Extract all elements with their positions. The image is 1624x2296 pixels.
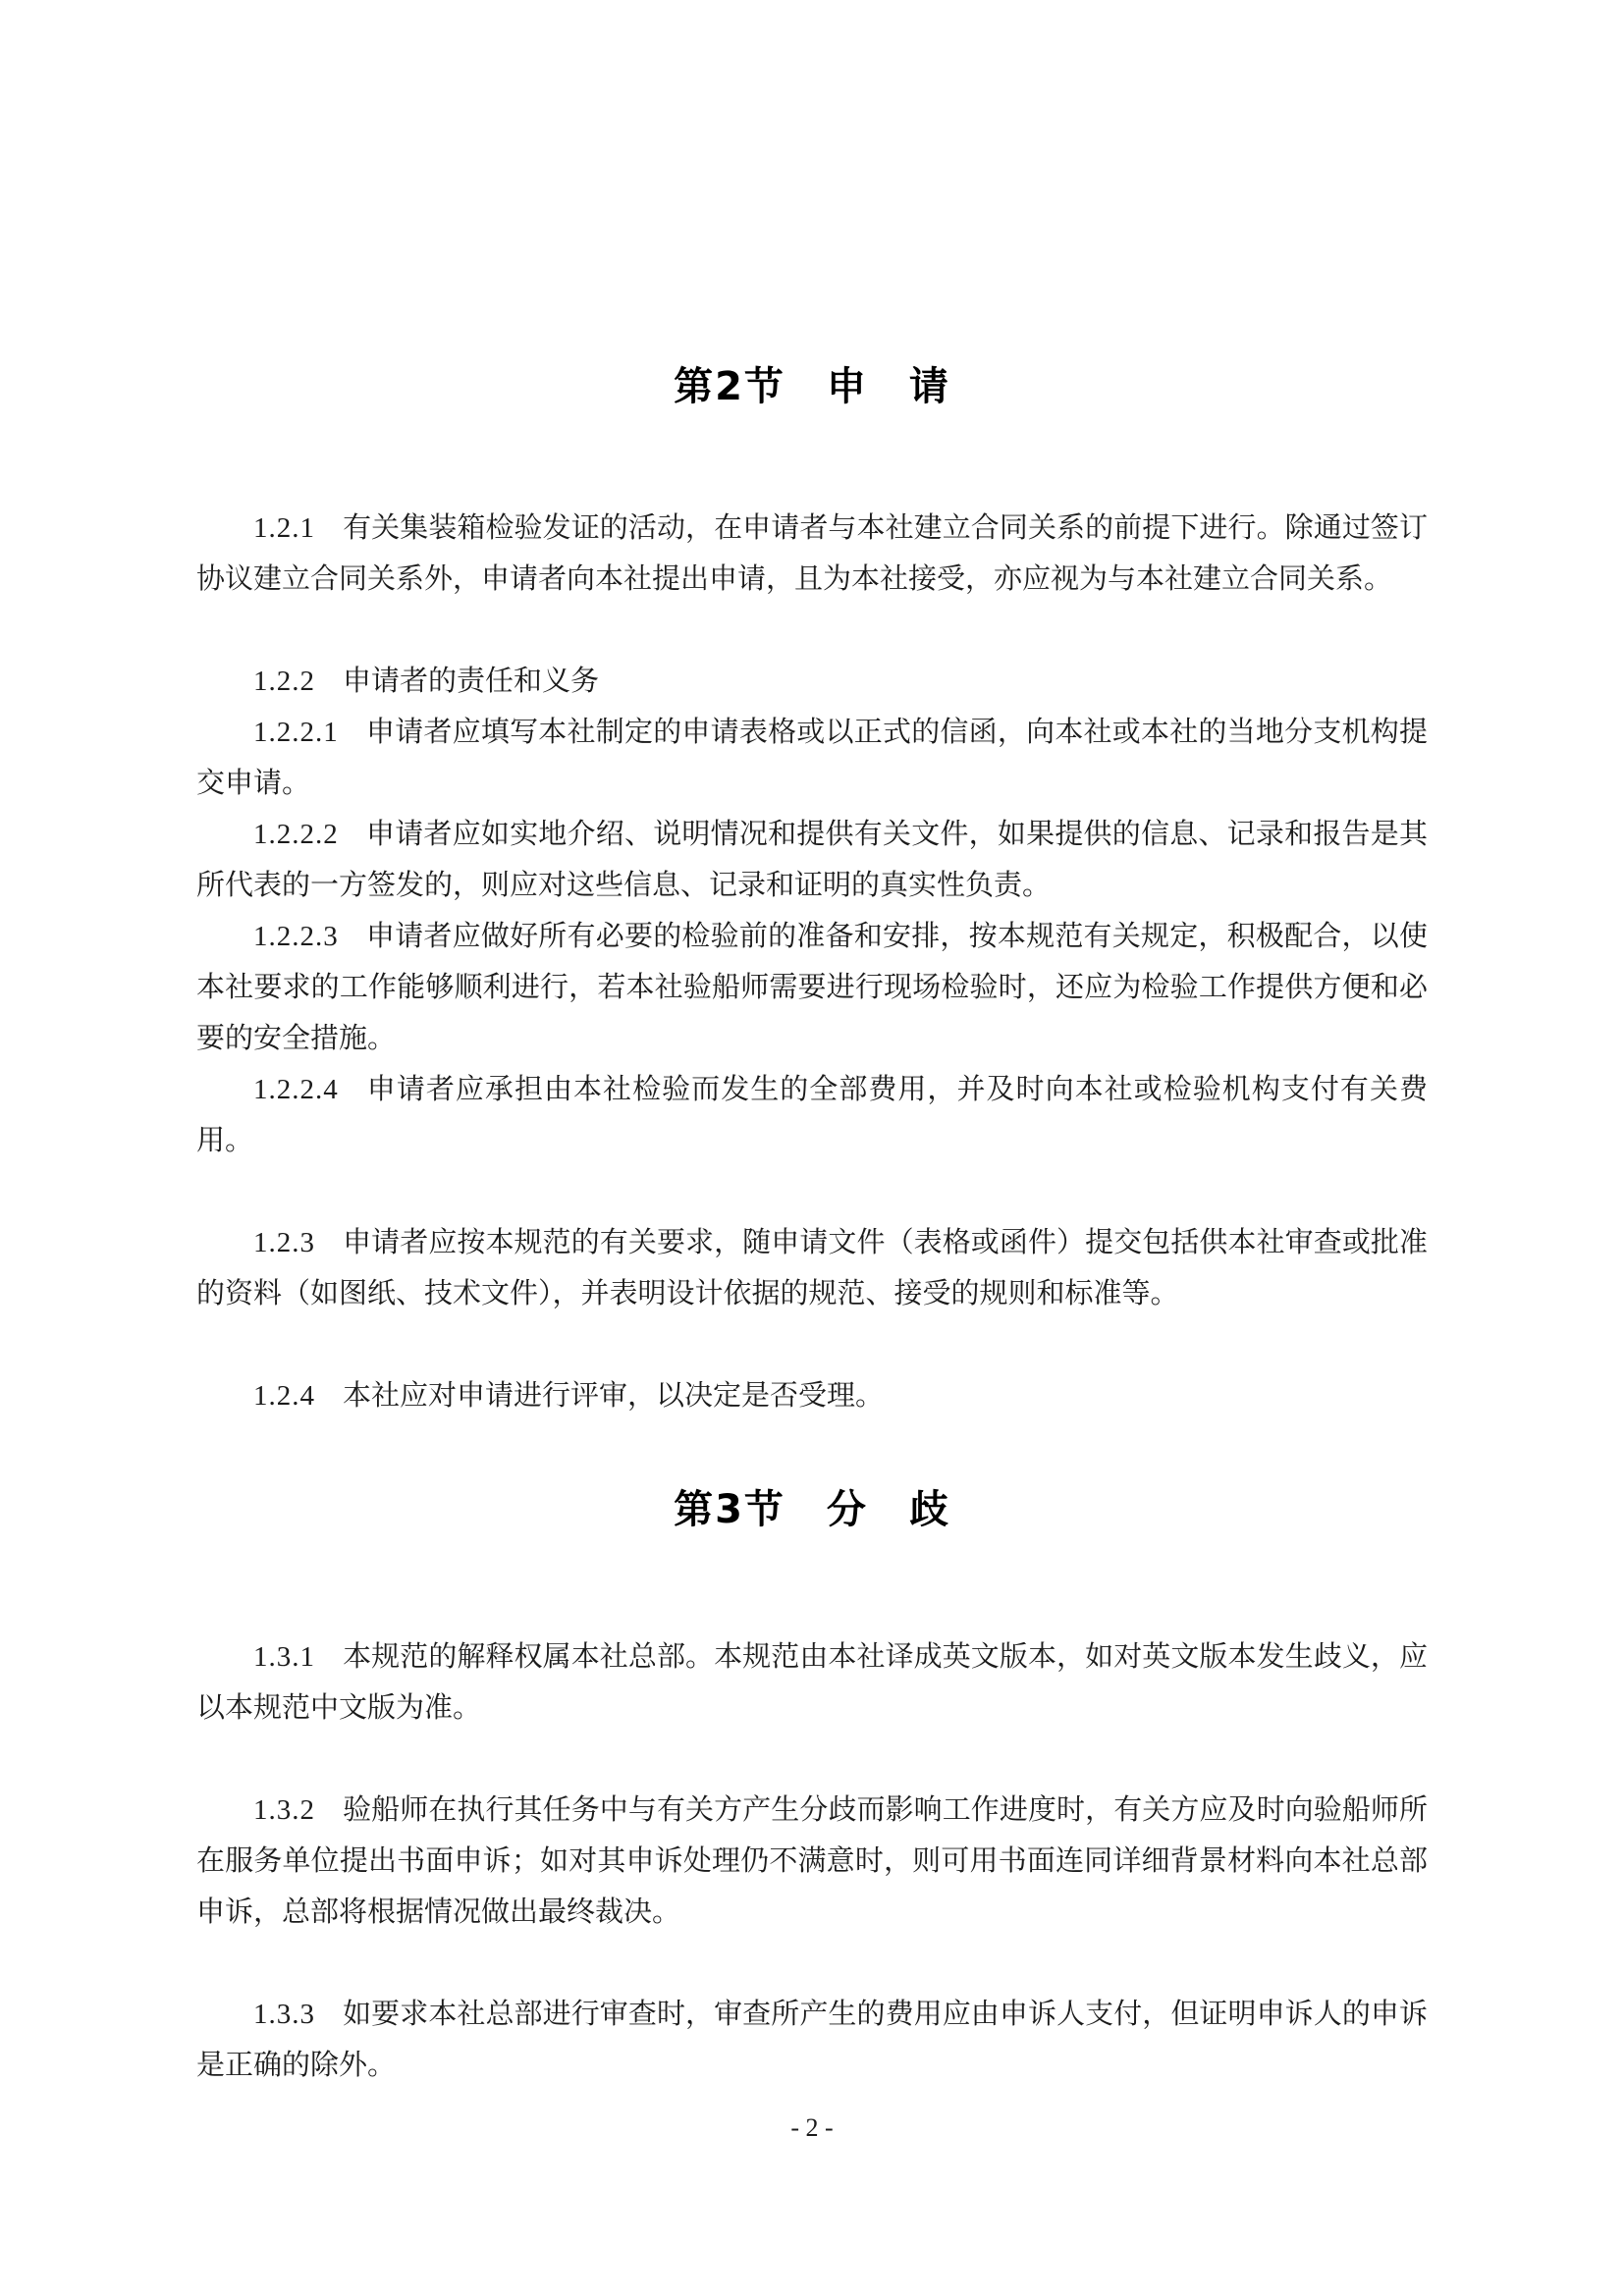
clause-text: 申请者的责任和义务 — [343, 666, 600, 697]
paragraph-1-2-2 — [196, 656, 1428, 707]
paragraph-1-2-2-2 — [196, 809, 1428, 911]
clause-number: 1.2.2.3 — [253, 921, 339, 952]
clause-number: 1.2.1 — [253, 512, 315, 544]
section-3-title: 第3节 分 歧 — [674, 1487, 950, 1532]
paragraph-1-2-4 — [196, 1370, 1428, 1421]
clause-text: 申请者应按本规范的有关要求，随申请文件（表格或函件）提交包括供本社审查或批准的资料（如图纸、技术文件），并表明设计依据的规范、接受的规则和标准等。 — [196, 1227, 1428, 1309]
clause-text: 如要求本社总部进行审查时，审查所产生的费用应由申诉人支付，但证明申诉人的申诉是正确的除外。 — [196, 1999, 1428, 2081]
clause-number: 1.2.2 — [253, 666, 315, 697]
clause-text: 申请者应如实地介绍、说明情况和提供有关文件，如果提供的信息、记录和报告是其所代表的一方签发的，则应对这些信息、记录和证明的真实性负责。 — [196, 819, 1428, 901]
page-number: - 2 - — [790, 2113, 834, 2142]
clause-number: 1.2.4 — [253, 1380, 315, 1412]
clause-number: 1.2.2.4 — [253, 1074, 339, 1105]
paragraph-1-3-2 — [196, 1785, 1428, 1938]
clause-text: 申请者应承担由本社检验而发生的全部费用，并及时向本社或检验机构支付有关费用。 — [196, 1074, 1428, 1156]
clause-text: 本规范的解释权属本社总部。本规范由本社译成英文版本，如对英文版本发生歧义，应以本规范中文版为准。 — [196, 1641, 1428, 1724]
paragraph-1-3-1 — [196, 1631, 1428, 1734]
clause-text: 申请者应填写本社制定的申请表格或以正式的信函，向本社或本社的当地分支机构提交申请。 — [196, 717, 1428, 799]
clause-number: 1.2.3 — [253, 1227, 315, 1258]
paragraph-1-2-2-3 — [196, 911, 1428, 1064]
clause-number: 1.2.2.2 — [253, 819, 339, 850]
clause-number: 1.3.3 — [253, 1999, 315, 2030]
page-content — [196, 0, 1428, 2091]
paragraph-1-2-3 — [196, 1217, 1428, 1319]
section-2-title: 第2节 申 请 — [674, 364, 950, 409]
paragraph-1-2-2-4 — [196, 1064, 1428, 1166]
clause-text: 本社应对申请进行评审，以决定是否受理。 — [343, 1380, 885, 1412]
clause-text: 有关集装箱检验发证的活动，在申请者与本社建立合同关系的前提下进行。除通过签订协议建立合同关系外，申请者向本社提出申请，且为本社接受，亦应视为与本社建立合同关系。 — [196, 512, 1428, 595]
clause-number: 1.3.2 — [253, 1794, 315, 1826]
clause-number: 1.3.1 — [253, 1641, 315, 1673]
paragraph-1-3-3 — [196, 1989, 1428, 2091]
clause-number: 1.2.2.1 — [253, 717, 339, 748]
clause-text: 验船师在执行其任务中与有关方产生分歧而影响工作进度时，有关方应及时向验船师所在服务单位提出书面申诉；如对其申诉处理仍不满意时，则可用书面连同详细背景材料向本社总部申诉，总部将根据情况做出最终裁决。 — [196, 1794, 1428, 1928]
paragraph-1-2-2-1 — [196, 707, 1428, 809]
clause-text: 申请者应做好所有必要的检验前的准备和安排，按本规范有关规定，积极配合，以使本社要求的工作能够顺利进行，若本社验船师需要进行现场检验时，还应为检验工作提供方便和必要的安全措施。 — [196, 921, 1428, 1054]
paragraph-1-2-1 — [196, 503, 1428, 605]
